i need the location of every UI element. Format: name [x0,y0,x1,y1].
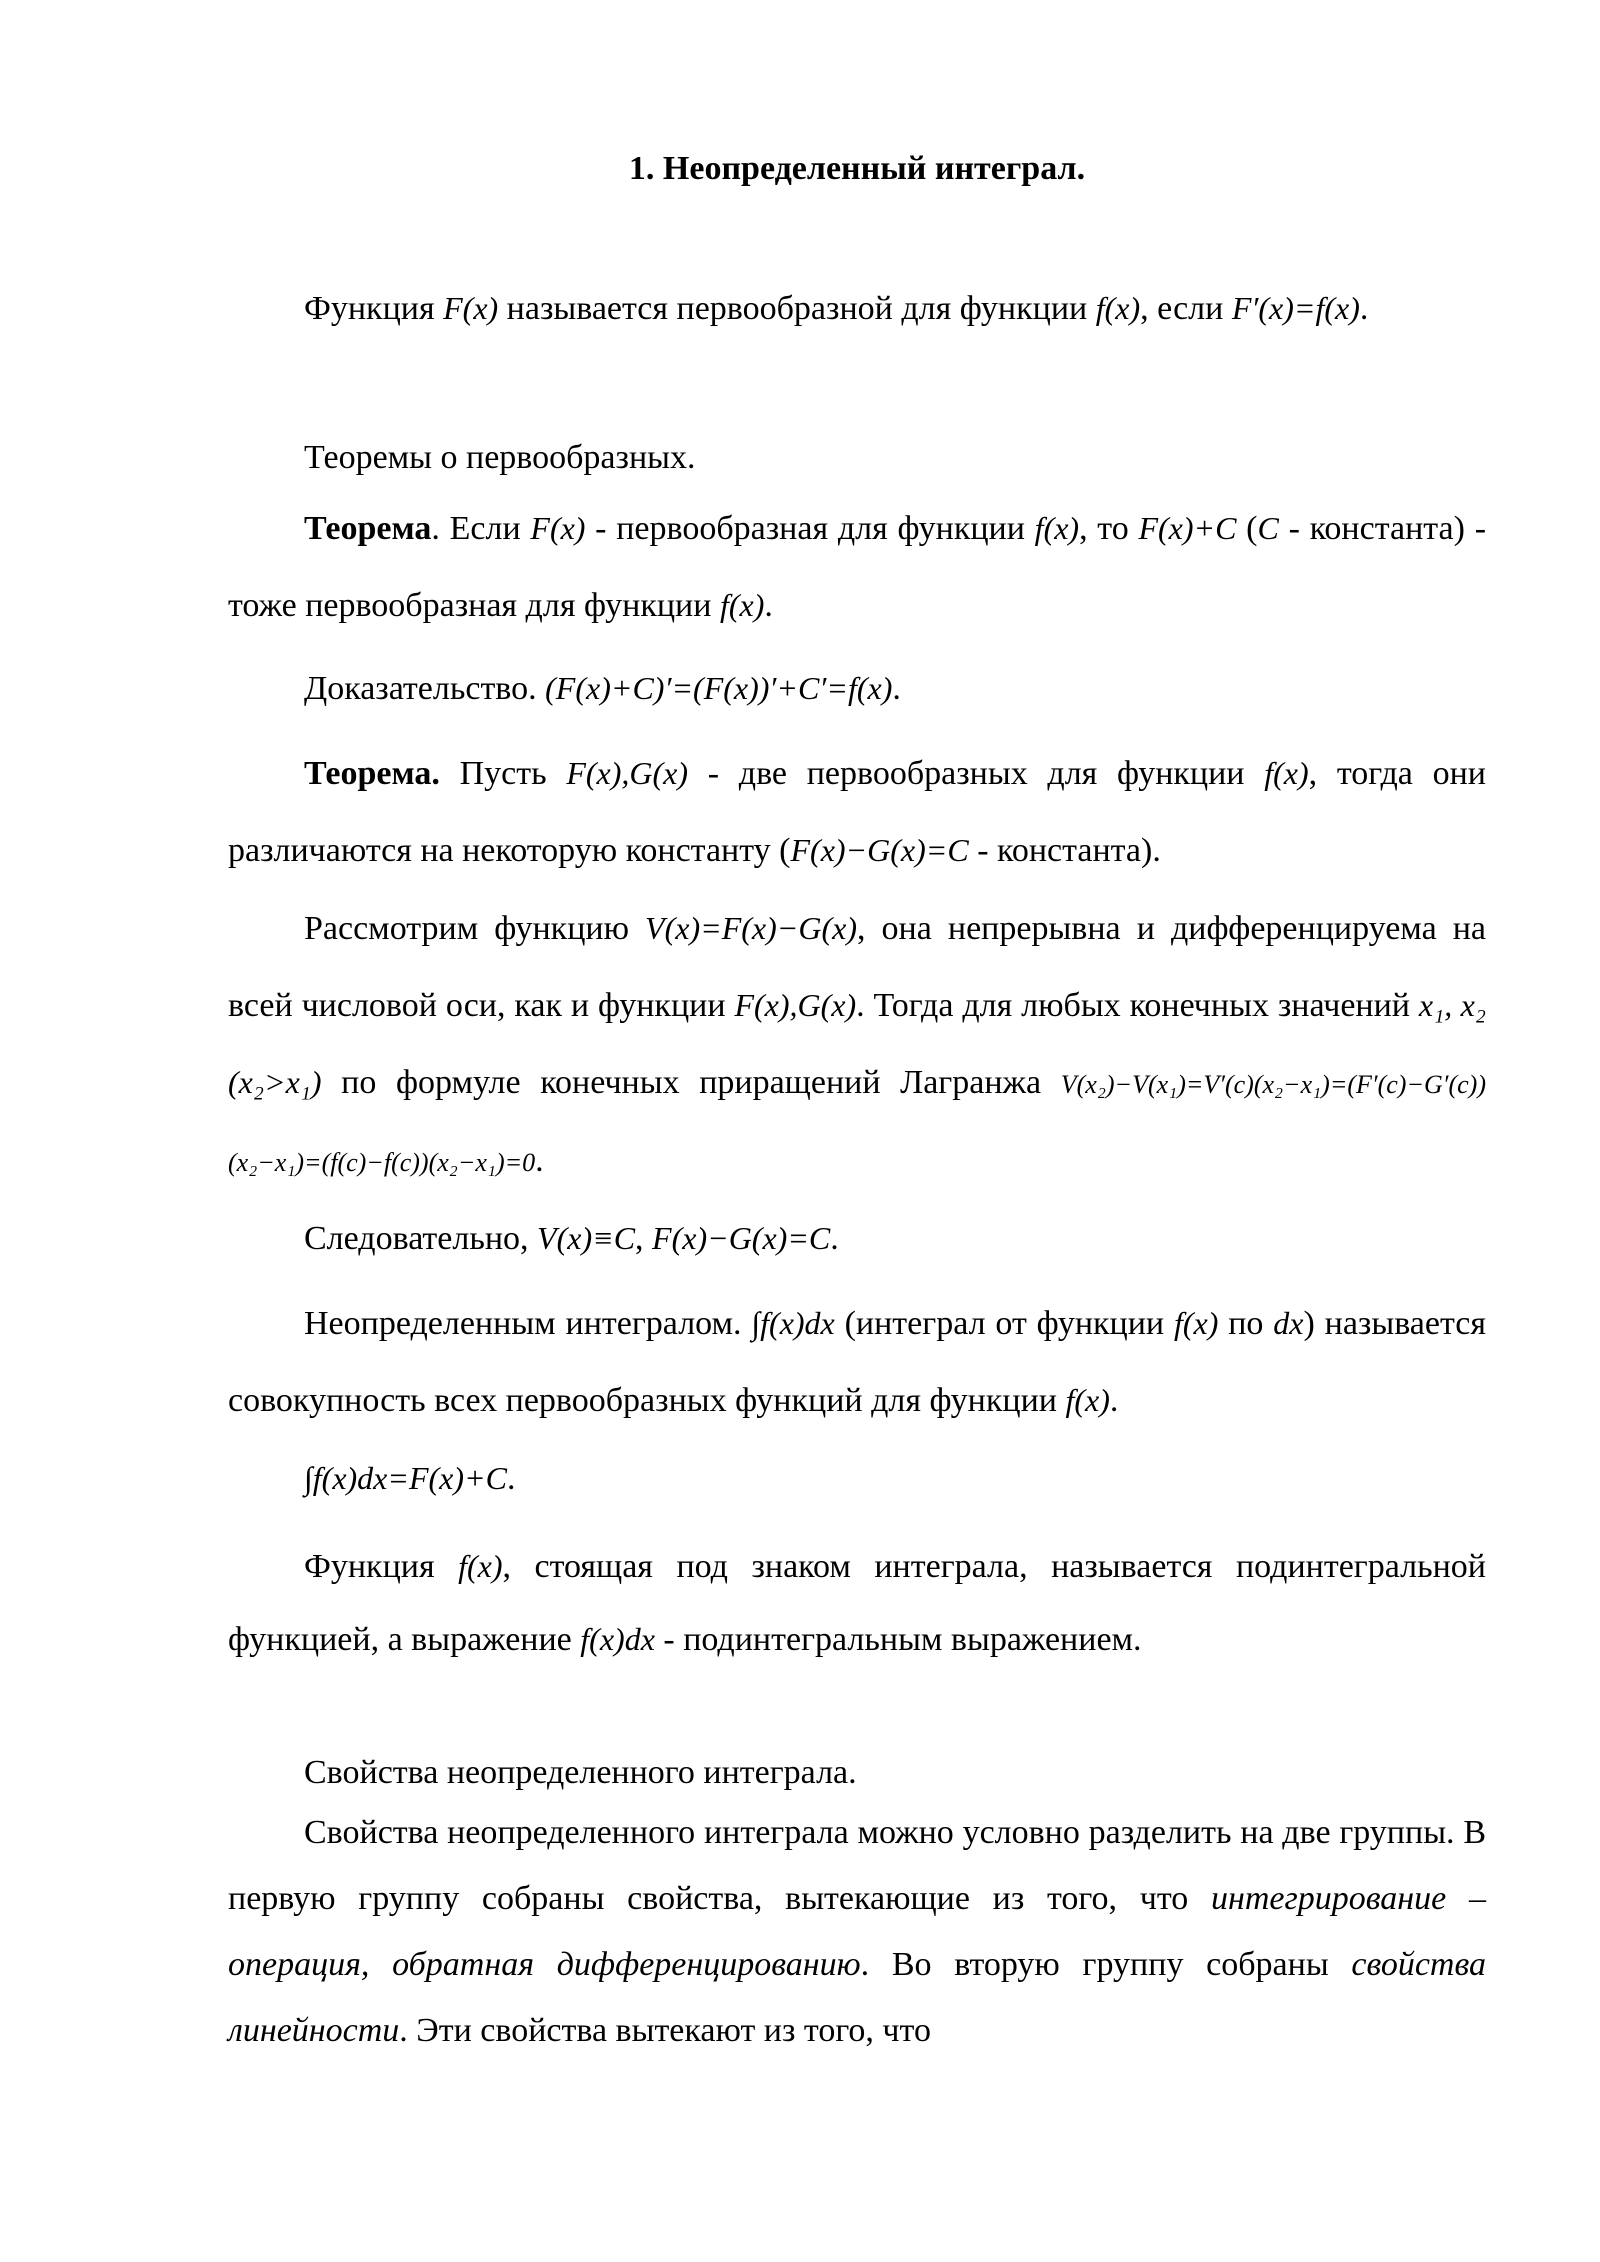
math-formula: ∫f(x)dx=F(x)+C [304,1460,507,1496]
math-formula: F(x) [443,290,499,326]
text-bold: Теорема [304,510,432,547]
math-formula: dx [1273,1305,1304,1341]
text: - константа) - тоже первообразная для функции [228,510,1487,624]
math-formula: f(x) [1173,1305,1219,1341]
math-formula: F′(x)=f(x) [1231,290,1360,326]
text: . Эти свойства вытекают из того, что [399,2012,931,2049]
math-formula: C [1257,510,1279,546]
math-formula: f(x) [1065,1382,1110,1418]
text-bold: Теорема. [304,755,440,792]
text: . [1359,290,1369,327]
paragraph-consider-function [228,890,1486,1201]
math-formula: F(x),G(x) [566,755,689,791]
text: - подинтегральным выражением. [654,1621,1142,1658]
text: . Во вторую группу собраны [860,1946,1352,1983]
text-italic: интегрирование – операция, обратная дифференцированию [228,1880,1486,1983]
text: . [506,1460,516,1497]
math-formula: V(x₂)−V(x₁)=V′(c)(x₂−x₁)=(F′(c)−G′(c))(x₂−x₁)=(f(c)−f(c))(x₂−x₁)=0 [228,1070,1486,1177]
math-formula: f(x) [458,1548,503,1584]
text: Пусть [439,755,567,792]
math-formula: F(x) [530,510,586,546]
text: . [892,670,901,707]
text: (интеграл от функции [834,1305,1174,1342]
paragraph-indefinite-integral-definition [228,1285,1486,1439]
math-formula: F(x)+C [1138,510,1237,546]
paragraph-theorem-2 [228,735,1486,889]
text: , она непрерывна и дифференцируема на всей числовой оси, как и функции [228,910,1487,1024]
text: Следовательно, [304,1220,538,1257]
math-formula: x₁, x₂ (x₂>x₁) [228,987,1486,1100]
math-formula: F(x)−G(x)=C [790,832,969,868]
text-italic: свойства линейности [228,1946,1486,2049]
paragraph-integrand [228,1530,1486,1676]
math-formula: F(x),G(x) [734,987,857,1023]
text: , то [1079,510,1139,547]
text: Рассмотрим функцию [304,910,646,947]
paragraph-properties-heading: Свойства неопределенного интеграла. [304,1754,857,1791]
math-formula: (F(x)+C)′=(F(x))′+C′=f(x) [545,670,893,706]
text: Функция [304,290,444,327]
text: Функция [304,1548,459,1585]
math-formula: ∫f(x)dx [751,1305,835,1341]
math-formula: V(x)=F(x)−G(x) [645,910,857,946]
text: . [764,587,773,624]
text: . Если [431,510,531,547]
text: , если [1140,290,1232,327]
text: - константа). [968,832,1161,869]
text: Неопределенным интегралом. [304,1305,752,1342]
math-formula: V(x)≡C [537,1220,636,1256]
text: . Тогда для любых конечных значений [856,987,1419,1024]
text: . [1109,1382,1119,1419]
text: по формуле конечных приращений Лагранжа [321,1064,1061,1101]
math-formula: f(x)dx [580,1621,655,1657]
text: , [635,1220,653,1257]
text: Свойства неопределенного интеграла можно условно разделить на две группы. В первую группу собраны свойства, вытекающие из того, что [228,1814,1486,1917]
text: по [1218,1305,1274,1342]
math-formula: f(x) [1095,290,1141,326]
paragraph-theorem-1 [228,490,1486,644]
paragraph-theorems-heading: Теоремы о первообразных. [304,439,696,476]
text: называется первообразной для функции [498,290,1096,327]
paragraph-properties-description [228,1800,1486,2064]
text: , стоящая под знаком интеграла, называется подинтегральной функцией, а выражение [228,1548,1487,1658]
text: . [535,1142,544,1179]
text: Доказательство. [304,670,546,707]
paragraph-definition-antiderivative [228,270,1486,347]
text: ( [1236,510,1258,547]
section-title: 1. Неопределенный интеграл. [628,150,1086,187]
paragraph-integral-formula [228,1440,1486,1517]
text: - первообразная для функции [585,510,1035,547]
text: ) называется совокупность всех первообразных функций для функции [228,1305,1486,1419]
math-formula: f(x) [719,587,765,623]
paragraph-consequently [228,1200,1486,1277]
math-formula: f(x) [1034,510,1080,546]
math-formula: F(x)−G(x)=C [652,1220,831,1256]
text: - две первообразных для функции [688,755,1265,792]
text: . [830,1220,839,1257]
text: , тогда они различаются на некоторую константу ( [228,755,1486,869]
math-formula: f(x) [1264,755,1309,791]
paragraph-proof [228,650,1486,727]
